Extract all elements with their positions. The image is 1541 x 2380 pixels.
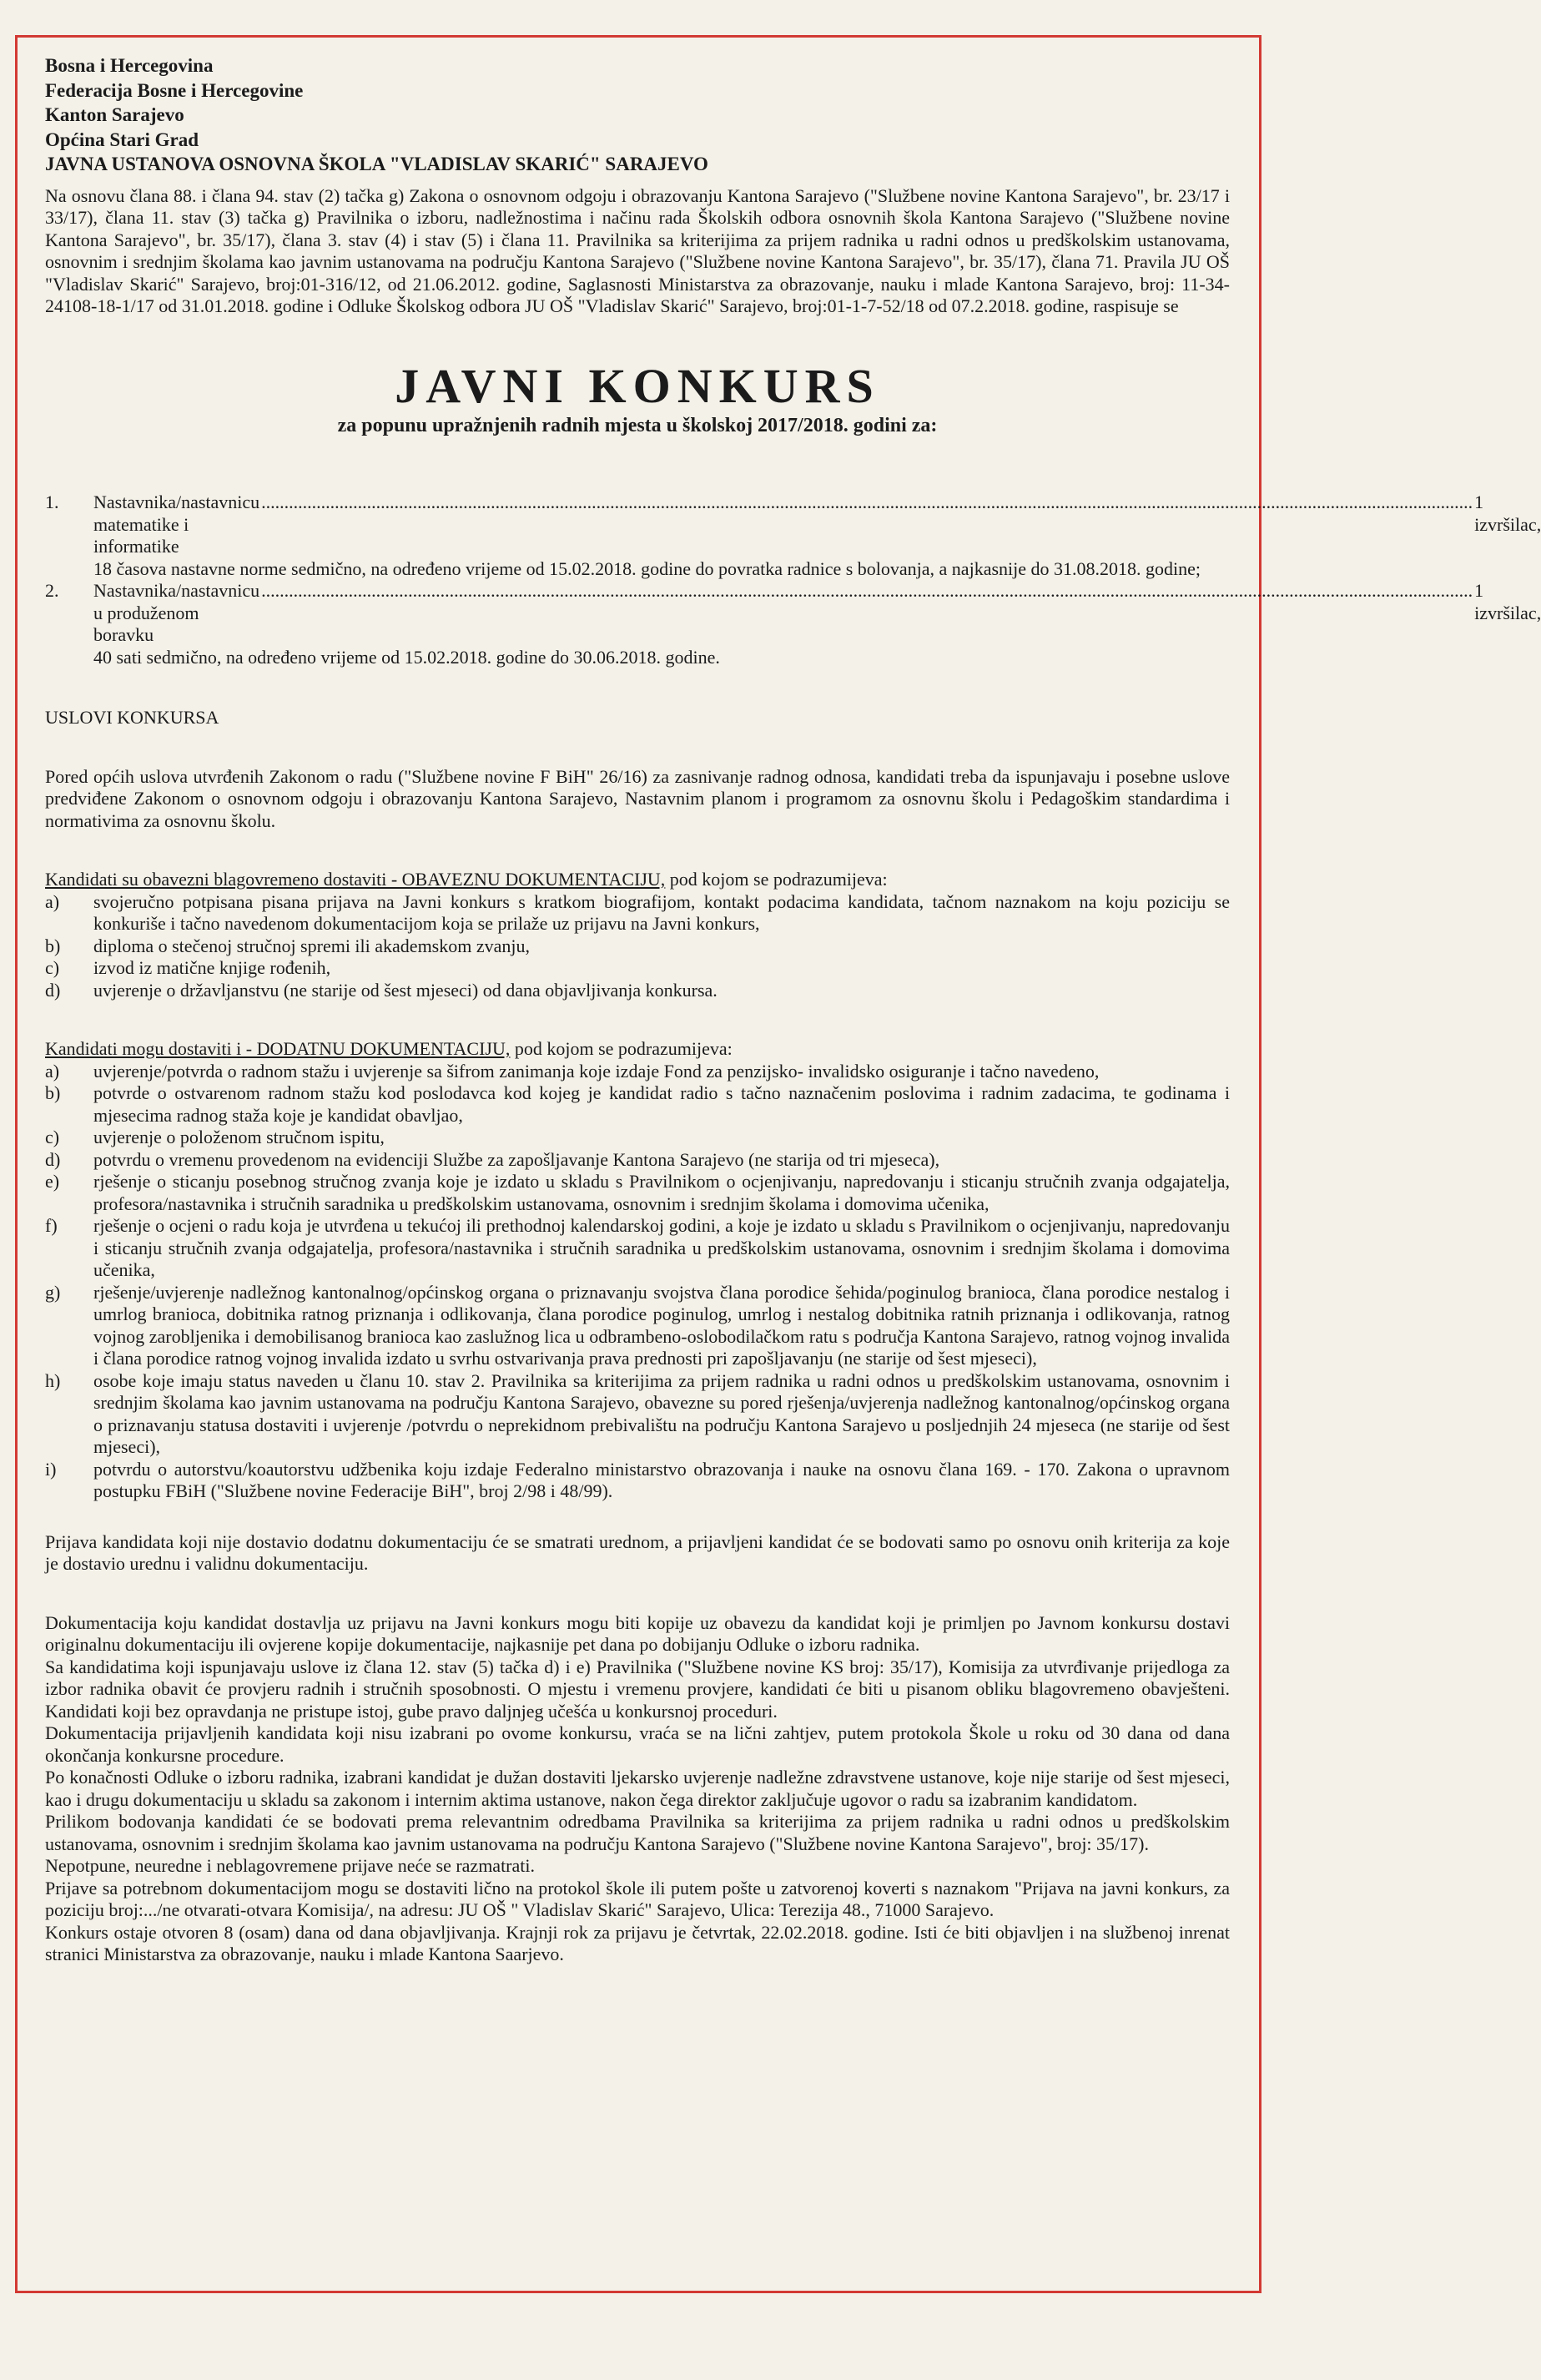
list-text: uvjerenje/potvrda o radnom stažu i uvjerenje sa šifrom zanimanja koje izdaje Fond za penzijsko- invalidsko osiguranje i tačno navedeno, xyxy=(93,1060,1100,1082)
list-item xyxy=(45,957,1230,980)
mandatory-heading xyxy=(45,869,1230,891)
position-detail: 40 sati sedmično, na određeno vrijeme od 15.02.2018. godine do 30.06.2018. godine. xyxy=(93,646,720,668)
conditions-text: Pored općih uslova utvrđenih Zakonom o radu ("Službene novine F BiH" 26/16) za zasnivanje radnog odnosa, kandidati treba da ispunjavaju i posebne uslove predviđene Zakonom o osnovnom odgoju i obrazovanju Kantona Sarajevo, Nastavnim planom i programom za osnovnu školu i Pedagoškim standardima i normativima za osnovnu školu. xyxy=(45,765,1230,831)
list-text: rješenje o ocjeni o radu koja je utvrđena u tekućoj ili prethodnoj kalendarskoj godini, a koje je izdato u skladu s Pravilnikom o ocjenjivanju, napredovanju i sticanju stručnih zvanja odgajatelja, profesora/nastavnika i stručnih saradnika u predškolskim ustanovama, osnovnim i srednjim školama i domovima učenika, xyxy=(93,1215,1230,1280)
list-letter: e) xyxy=(45,1171,60,1192)
list-item xyxy=(45,1282,1230,1370)
page-subtitle: za popunu upražnjenih radnih mjesta u školskoj 2017/2018. godini za: xyxy=(337,414,938,436)
list-item xyxy=(45,1082,1230,1127)
closing-paragraph: Sa kandidatima koji ispunjavaju uslove iz člana 12. stav (5) tačka d) i e) Pravilnika ("Službene novine KS broj: 35/17), Komisija za utvrđivanje prijedloga za izbor radnika obavit će provjeru radnih i stručnih sposobnosti. O mjestu i vremenu provjere, kandidati će biti u pisanom obliku blagovremeno obavješteni. Kandidati koji bez opravdanja ne pristupe istoj, gube pravo daljnjeg učešća u konkursnoj proceduri. xyxy=(45,1656,1230,1722)
list-letter: d) xyxy=(45,1148,61,1170)
position-title: Nastavnika/nastavnicu matematike i informatike xyxy=(93,492,260,557)
list-letter: i) xyxy=(45,1458,57,1480)
document-body xyxy=(45,53,1541,1966)
list-letter: b) xyxy=(45,1082,61,1103)
page-title: JAVNI KONKURS xyxy=(395,358,880,413)
intro-paragraph: Na osnovu člana 88. i člana 94. stav (2) tačka g) Zakona o osnovnom odgoju i obrazovanju Kantona Sarajevo ("Službene novine Kantona Sarajevo", br. 23/17 i 33/17), člana 11. stav (3) tačka g) Pravilnika o izboru, nadležnostima i načinu rada Školskih odbora osnovnih škola Kantona Sarajevo ("Službene novine Kantona Sarajevo", br. 35/17), člana 3. stav (4) i stav (5) i člana 11. Pravilnika sa kriterijima za prijem radnika u radni odnos u predškolskim ustanovama, osnovnim i srednjim školama kao javnim ustanovama na području Kantona Sarajevo ("Službene novine Kantona Sarajevo", br. 35/17), člana 71. Pravila JU OŠ "Vladislav Skarić" Sarajevo, broj:01-316/12, od 21.06.2012. godine, Saglasnosti Ministarstva za obrazovanje, nauku i mlade Kantona Sarajevo, broj: 11-34-24108-18-1/17 od 31.01.2018. godine i Odluke Školskog odbora JU OŠ "Vladislav Skarić" Sarajevo, broj:01-1-7-52/18 od 07.2.2018. godine, raspisuje se xyxy=(45,184,1230,316)
position-title: Nastavnika/nastavnicu u produženom boravku xyxy=(93,580,260,645)
closing-paragraph: Prilikom bodovanja kandidati će se bodovati prema relevantnim odredbama Pravilnika sa kriterijima za prijem radnika u radni odnos u predškolskim ustanovama, osnovnim i srednjim školama kao javnim ustanovama na području Kantona Sarajevo ("Službene novine Kantona Sarajevo", broj: 35/17). xyxy=(45,1811,1230,1854)
closing-paragraph: Prijave sa potrebnom dokumentacijom mogu se dostaviti lično na protokol škole ili putem pošte u zatvorenoj koverti s naznakom "Prijava na javni konkurs, za poziciju broj:.../ne otvarati-otvara Komisija/, na adresu: JU OŠ " Vladislav Skarić" Sarajevo, Ulica: Terezija 48., 71000 Sarajevo. xyxy=(45,1877,1230,1920)
position-item xyxy=(45,492,1541,580)
closing-section xyxy=(45,1612,1230,1966)
list-letter: c) xyxy=(45,1127,60,1147)
note-incomplete-docs: Prijava kandidata koji nije dostavio dodatnu dokumentaciju će se smatrati urednom, a prijavljeni kandidat će se bodovati samo po osnovu onih kriterija za koje je dostavio urednu i validnu dokumentaciju. xyxy=(45,1530,1230,1574)
additional-heading-underlined: Kandidati mogu dostaviti i - DODATNU DOKUMENTACIJU, xyxy=(45,1038,511,1059)
closing-paragraph: Dokumentacija koju kandidat dostavlja uz prijavu na Javni konkurs mogu biti kopije uz obavezu da kandidat koji je primljen po Javnom konkursu dostavi originalnu dokumentaciju ili ovjerene kopije dokumentacije, najkasnije pet dana po dobijanju Odluke o izboru radnika. xyxy=(45,1611,1230,1655)
position-count: 1 izvršilac, xyxy=(1474,492,1541,535)
positions-list xyxy=(45,492,1541,668)
dot-leader xyxy=(261,492,1473,514)
mandatory-docs-section xyxy=(45,869,1230,1001)
list-letter: b) xyxy=(45,935,61,956)
position-number: 1. xyxy=(45,492,59,512)
additional-list xyxy=(45,1061,1230,1503)
closing-paragraph: Po konačnosti Odluke o izboru radnika, izabrani kandidat je dužan dostaviti ljekarsko uvjerenje nadležne zdravstvene ustanove, koje nije starije od šest mjeseci, kao i drugu dokumentaciju u skladu sa zakonom i internim aktima ustanove, nakon čega direktor zaključuje ugovor o radu sa izabranim kandidatom. xyxy=(45,1767,1230,1810)
position-number: 2. xyxy=(45,580,59,601)
list-text: svojeručno potpisana pisana prijava na Javni konkurs s kratkom biografijom, kontakt podacima kandidata, tačnom naznakom na koju poziciju se konkuriše i tačno navedenom dokumentacijom koja se prilaže uz prijavu na Javni konkurs, xyxy=(93,890,1230,934)
list-item xyxy=(45,1171,1230,1215)
list-item xyxy=(45,1127,1230,1149)
closing-paragraph: Konkurs ostaje otvoren 8 (osam) dana od dana objavljivanja. Krajnji rok za prijavu je četvrtak, 22.02.2018. godine. Isti će biti objavljen i na službenoj inrenat stranici Ministarstva za obrazovanje, nauku i mlade Kantona Saarjevo. xyxy=(45,1921,1230,1964)
list-item xyxy=(45,891,1230,935)
list-item xyxy=(45,980,1230,1002)
list-letter: f) xyxy=(45,1215,58,1236)
list-letter: c) xyxy=(45,957,60,978)
position-detail: 18 časova nastavne norme sedmično, na određeno vrijeme od 15.02.2018. godine do povratka radnice s bolovanja, a najkasnije do 31.08.2018. godine; xyxy=(93,557,1201,579)
institution-header xyxy=(45,53,1230,177)
list-item xyxy=(45,1061,1230,1083)
position-item xyxy=(45,580,1541,668)
dot-leader xyxy=(261,580,1473,603)
list-item xyxy=(45,1215,1230,1282)
additional-docs-section xyxy=(45,1038,1230,1503)
closing-paragraph: Nepotpune, neuredne i neblagovremene prijave neće se razmatrati. xyxy=(45,1855,535,1876)
closing-paragraph: Dokumentacija prijavljenih kandidata koji nisu izabrani po ovome konkursu, vraća se na lični zahtjev, putem protokola Škole u roku od 30 dana od dana okončanja konkursne procedure. xyxy=(45,1722,1230,1766)
header-line-country: Bosna i Hercegovina xyxy=(45,55,214,76)
list-text: potvrdu o autorstvu/koautorstvu udžbenika koju izdaje Federalno ministarstvo obrazovanja i nauke na osnovu člana 169. - 170. Zakona o upravnom postupku FBiH ("Službene novine Federacije BiH", broj 2/98 i 48/99). xyxy=(93,1458,1230,1501)
list-text: potvrdu o vremenu provedenom na evidenciji Službe za zapošljavanje Kantona Sarajevo (ne starija od tri mjeseca), xyxy=(93,1148,940,1170)
header-line-canton: Kanton Sarajevo xyxy=(45,104,184,125)
list-text: rješenje/uvjerenje nadležnog kantonalnog/općinskog organa o priznavanju svojstva člana porodice šehida/poginulog branioca, člana porodice nestalog i umrlog branioca, dobitnika ratnog priznanja i odlikovanja, člana porodice poginulog, umrlog i nestalog dobitnika ratnih priznanja i odlikovanja, ratnog vojnog zarobljenika i demobilisanog branioca kao zaslužnog lica u odbrambeno-oslobodilačkom ratu s područja Kantona Sarajevo, ratnog vojnog invalida i člana porodice ratnog vojnog invalida izdato u svrhu ostvarivanja prava prednosti pri zapošljavanju (ne starije od šest mjeseci), xyxy=(93,1281,1230,1369)
list-letter: a) xyxy=(45,890,60,912)
position-count: 1 izvršilac, xyxy=(1474,580,1541,623)
mandatory-heading-rest: pod kojom se podrazumijeva: xyxy=(665,869,888,890)
mandatory-heading-underlined: Kandidati su obavezni blagovremeno dostaviti - OBAVEZNU DOKUMENTACIJU, xyxy=(45,869,666,890)
list-text: uvjerenje o položenom stručnom ispitu, xyxy=(93,1127,385,1147)
mandatory-list xyxy=(45,891,1230,1002)
list-item xyxy=(45,1370,1230,1459)
list-item xyxy=(45,1459,1230,1503)
list-text: diploma o stečenoj stručnoj spremi ili akademskom zvanju, xyxy=(93,935,530,956)
additional-heading-rest: pod kojom se podrazumijeva: xyxy=(510,1038,733,1059)
list-letter: g) xyxy=(45,1281,61,1303)
list-letter: a) xyxy=(45,1060,60,1082)
list-item xyxy=(45,1149,1230,1172)
header-line-school: JAVNA USTANOVA OSNOVNA ŠKOLA "VLADISLAV SKARIĆ" SARAJEVO xyxy=(45,154,708,174)
list-text: izvod iz matične knjige rođenih, xyxy=(93,957,331,978)
list-text: osobe koje imaju status naveden u članu 10. stav 2. Pravilnika sa kriterijima za prijem radnika u radni odnos u predškolskim ustanovama, osnovnim i srednjim školama kao javnim ustanovama na području Kantona Sarajevo, obavezne su pored rješenja/uvjerenja nadležnog kantonalnog/općinskog organa o priznavanju statusa dostaviti i uvjerenje /potvrdu o neprekidnom prebivalištu na području Kantona Sarajevo u posljednjih 24 mjeseca (ne starije od šest mjeseci), xyxy=(93,1369,1230,1457)
conditions-heading: USLOVI KONKURSA xyxy=(45,707,219,728)
list-letter: h) xyxy=(45,1369,61,1391)
header-line-municipality: Općina Stari Grad xyxy=(45,129,199,150)
list-text: uvjerenje o državljanstvu (ne starije od šest mjeseci) od dana objavljivanja konkursa. xyxy=(93,979,718,1001)
additional-heading xyxy=(45,1038,1230,1061)
list-text: potvrde o ostvarenom radnom stažu kod poslodavca kod kojeg je kandidat radio s tačno naznačenim poslovima i radnim zadacima, te godinama i mjesecima radnog staža koje je kandidat obavljao, xyxy=(93,1082,1230,1126)
list-item xyxy=(45,935,1230,958)
list-text: rješenje o sticanju posebnog stručnog zvanja koje je izdato u skladu s Pravilnikom o ocjenjivanju, napredovanju i sticanju stručnih zvanja odgajatelja, profesora/nastavnika i stručnih saradnika u predškolskim ustanovama, osnovnim i srednjim školama i domovima učenika, xyxy=(93,1171,1230,1214)
header-line-federation: Federacija Bosne i Hercegovine xyxy=(45,79,304,101)
list-letter: d) xyxy=(45,979,61,1001)
